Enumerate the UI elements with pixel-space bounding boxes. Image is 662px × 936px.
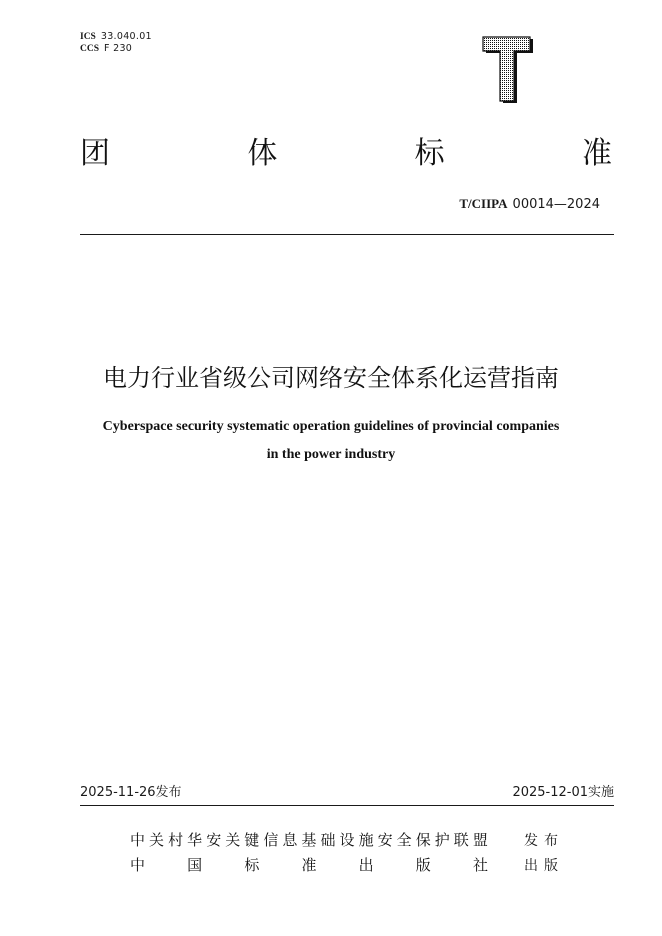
publisher-char: 村 bbox=[168, 831, 184, 849]
ccs-value: F 230 bbox=[104, 43, 133, 54]
bottom-divider bbox=[80, 805, 614, 806]
standard-number bbox=[459, 196, 600, 212]
publisher-char: 社 bbox=[472, 856, 488, 874]
publisher-char: 础 bbox=[320, 831, 336, 849]
standard-type-char: 体 bbox=[247, 136, 278, 171]
publisher-char: 护 bbox=[434, 831, 450, 849]
publisher-char: 标 bbox=[244, 856, 260, 874]
publisher-char: 全 bbox=[396, 831, 412, 849]
publisher-char: 中 bbox=[130, 831, 146, 849]
publisher-char: 保 bbox=[415, 831, 431, 849]
publisher-char: 华 bbox=[187, 831, 203, 849]
ics-value: 33.040.01 bbox=[100, 31, 152, 42]
standard-type-heading bbox=[80, 134, 612, 174]
publisher-char: 版 bbox=[415, 856, 431, 874]
publisher-char: 安 bbox=[377, 831, 393, 849]
standard-number-value: 00014—2024 bbox=[512, 197, 600, 212]
publisher-action-issue: 发布 bbox=[524, 833, 564, 849]
publisher-char: 中 bbox=[130, 856, 146, 874]
publisher-char: 联 bbox=[453, 831, 469, 849]
ics-label: ICS bbox=[80, 32, 96, 42]
publisher-char: 键 bbox=[244, 831, 260, 849]
publisher-char: 安 bbox=[206, 831, 222, 849]
publisher-char: 关 bbox=[225, 831, 241, 849]
publisher-char: 信 bbox=[263, 831, 279, 849]
title-chinese: 电力行业省级公司网络安全体系化运营指南 bbox=[103, 364, 559, 392]
standard-type-char: 标 bbox=[414, 136, 445, 171]
publisher-char: 出 bbox=[358, 856, 374, 874]
implementation-date: 2025-12-01实施 bbox=[512, 785, 614, 800]
publisher-char: 施 bbox=[358, 831, 374, 849]
standard-type-char: 团 bbox=[80, 136, 110, 171]
top-divider bbox=[80, 234, 614, 235]
publisher-char: 息 bbox=[282, 831, 298, 849]
standard-type-char: 准 bbox=[581, 136, 612, 171]
publisher-char: 设 bbox=[339, 831, 355, 849]
publisher-action-publish: 出版 bbox=[524, 858, 564, 874]
publisher-org2 bbox=[130, 855, 488, 875]
publisher-char: 盟 bbox=[472, 831, 488, 849]
ics-code bbox=[80, 31, 152, 43]
ccs-label: CCS bbox=[80, 44, 100, 54]
publisher-org1 bbox=[130, 830, 488, 850]
publisher-char: 基 bbox=[301, 831, 317, 849]
publisher-char: 国 bbox=[187, 856, 203, 874]
publisher-char: 准 bbox=[301, 856, 317, 874]
standard-number-prefix: T/CIIPA bbox=[459, 196, 508, 211]
issue-date: 2025-11-26发布 bbox=[80, 785, 182, 800]
publisher-char: 关 bbox=[149, 831, 165, 849]
title-english-line1: Cyberspace security systematic operation guidelines of provincial companies bbox=[102, 419, 560, 434]
ccs-code bbox=[80, 43, 132, 55]
standard-t-logo bbox=[482, 36, 534, 104]
title-english-line2: in the power industry bbox=[266, 447, 396, 462]
